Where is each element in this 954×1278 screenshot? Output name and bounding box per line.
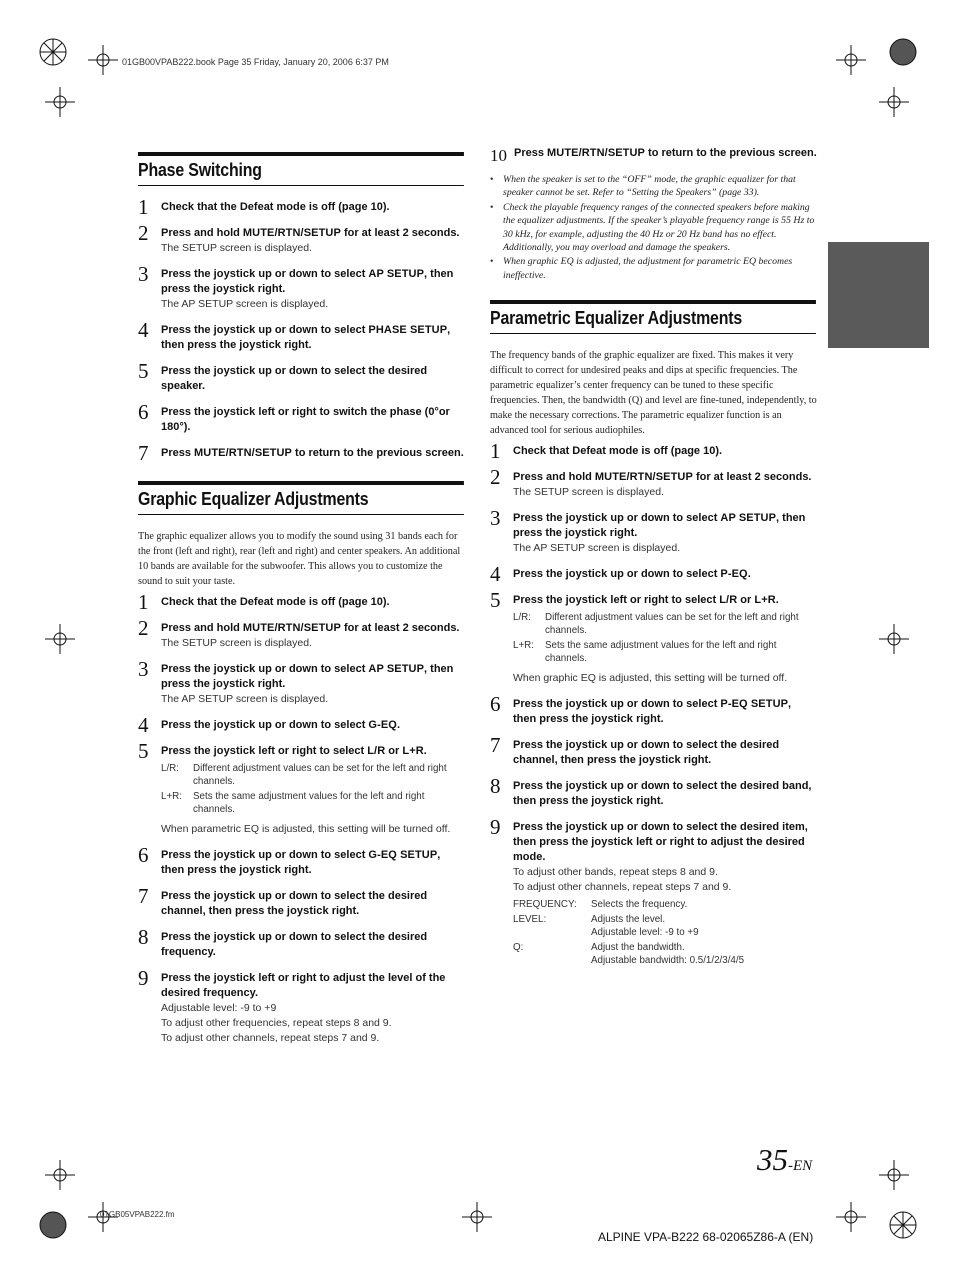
item-definitions: [513, 898, 744, 969]
step-text: Press the joystick left or right to switch the phase (0°or 180°).: [161, 406, 450, 433]
step: [490, 439, 817, 464]
step: [490, 774, 817, 809]
step-number: 5: [490, 588, 501, 613]
note-item: • When graphic EQ is adjusted, the adjustment for parametric EQ becomes ineffective.: [490, 255, 817, 282]
crosshair-mark: [879, 624, 909, 654]
step-number: 6: [138, 843, 149, 867]
step-note: When graphic EQ is adjusted, this setting will be turned off.: [513, 672, 788, 685]
step-result: The SETUP screen is displayed.: [161, 637, 312, 649]
step-result: The SETUP screen is displayed.: [513, 486, 664, 499]
definition-row: L+R: Sets the same adjustment values for the left and right channels.: [161, 791, 425, 815]
definition-row: Q: Adjust the bandwidth. Adjustable bandwidth: 0.5/1/2/3/4/5: [513, 942, 745, 967]
step: [490, 692, 817, 727]
step-text: Press the joystick up or down to select AP SETUP, then press the joystick right.: [513, 512, 806, 540]
step-number: 9: [138, 966, 149, 990]
step: [138, 616, 465, 651]
peq-steps: [490, 439, 817, 969]
step-number: 1: [138, 590, 149, 614]
step-text: Press MUTE/RTN/SETUP to return to the previous screen.: [514, 147, 817, 159]
mode-definitions: [513, 611, 817, 667]
step: [138, 262, 465, 312]
step-result: To adjust other bands, repeat steps 8 and 9.: [513, 866, 718, 879]
step-number: 10: [490, 146, 507, 165]
starburst-mark: [890, 1212, 916, 1238]
step: [490, 815, 817, 969]
step-number: 9: [490, 815, 501, 840]
step: [138, 966, 465, 1046]
left-column: [138, 152, 465, 1057]
step-result: Adjustable level: -9 to +9: [161, 1002, 277, 1014]
step: [138, 221, 465, 256]
step-text: Press the joystick up or down to select G-EQ.: [161, 719, 400, 731]
step-number: 7: [138, 884, 149, 908]
step-text: Press the joystick left or right to adjust the level of the desired frequency.: [161, 972, 446, 999]
step-number: 3: [490, 506, 501, 531]
step-number: 6: [138, 400, 149, 424]
step: [138, 359, 465, 394]
step-text: Press the joystick up or down to select the desired frequency.: [161, 931, 428, 958]
definition-row: L+R: Sets the same adjustment values for the left and right channels.: [513, 640, 777, 665]
section-title-parametric-eq: Parametric Equalizer Adjustments: [490, 300, 816, 334]
step-number: 3: [138, 657, 149, 681]
step-text: Press the joystick up or down to select AP SETUP, then press the joystick right.: [161, 663, 454, 690]
crosshair-mark: [88, 45, 118, 75]
step-number: 1: [490, 439, 501, 464]
step-text: Check that Defeat mode is off (page 10).: [513, 445, 723, 458]
step-text: Press the joystick up or down to select the desired item, then press the joystick left or right to adjust the desired mode.: [513, 821, 808, 864]
section-intro: The graphic equalizer allows you to modify the sound using 31 bands each for the front (left and right), rear (left and right) and center speakers. An additional 10 bands are available for the subwoofer. This allows you to customize the sound to suit your taste.: [138, 531, 461, 587]
step-number: 4: [138, 318, 149, 342]
crosshair-mark: [45, 87, 75, 117]
step-number: 8: [138, 925, 149, 949]
starburst-mark: [40, 1212, 66, 1238]
step-text: Press and hold MUTE/RTN/SETUP for at least 2 seconds.: [513, 471, 812, 484]
step-result: To adjust other frequencies, repeat steps 8 and 9.: [161, 1017, 392, 1029]
step: [138, 318, 465, 353]
note-item: • When the speaker is set to the “OFF” mode, the graphic equalizer for that speaker cannot be set. Refer to “Setting the Speakers” (page 33).: [490, 173, 817, 200]
notes-list: [490, 173, 817, 282]
step: [490, 562, 817, 587]
step-text: Press the joystick up or down to select the desired channel, then press the joystick right.: [513, 739, 780, 767]
crosshair-mark: [836, 45, 866, 75]
section-title-graphic-eq: Graphic Equalizer Adjustments: [138, 481, 464, 515]
step: [490, 146, 817, 165]
step-result: The AP SETUP screen is displayed.: [513, 542, 681, 555]
step-number: 2: [138, 221, 149, 245]
step: [138, 590, 465, 614]
geq-steps: [138, 590, 465, 1046]
step: [490, 506, 817, 556]
crosshair-mark: [462, 1202, 492, 1232]
step-number: 7: [138, 441, 149, 465]
section-side-tab: [828, 242, 929, 348]
section-title-phase: Phase Switching: [138, 152, 464, 186]
document-code: ALPINE VPA-B222 68-02065Z86-A (EN): [598, 1230, 814, 1244]
step-text: Press the joystick left or right to select L/R or L+R.: [513, 594, 779, 607]
step: [138, 195, 465, 219]
step-text: Press the joystick up or down to select the desired speaker.: [161, 365, 428, 392]
step-text: Press the joystick up or down to select the desired channel, then press the joystick right.: [161, 890, 428, 917]
step-result: The SETUP screen is displayed.: [161, 242, 312, 254]
print-footer-note: 01GB05VPAB222.fm: [100, 1210, 175, 1219]
step: [490, 588, 817, 686]
step-text: Press the joystick left or right to select L/R or L+R.: [161, 745, 427, 757]
right-column: [490, 146, 817, 980]
step-result: The AP SETUP screen is displayed.: [161, 298, 329, 310]
phase-steps: [138, 195, 465, 465]
step-number: 2: [490, 465, 501, 490]
step-text: Press the joystick up or down to select P-EQ SETUP, then press the joystick right.: [513, 698, 792, 726]
step-number: 1: [138, 195, 149, 219]
step: [138, 657, 465, 707]
step-number: 6: [490, 692, 501, 717]
step-number: 4: [490, 562, 501, 587]
crosshair-mark: [45, 624, 75, 654]
starburst-mark: [40, 39, 66, 65]
definition-row: LEVEL: Adjusts the level. Adjustable level: -9 to +9: [513, 914, 699, 939]
step: [138, 843, 465, 878]
definition-row: FREQUENCY: Selects the frequency.: [513, 899, 688, 911]
step-text: Press the joystick up or down to select the desired band, then press the joystick right.: [513, 780, 812, 808]
crosshair-mark: [45, 1160, 75, 1190]
step-text: Check that the Defeat mode is off (page 10).: [161, 596, 390, 608]
starburst-mark: [890, 39, 916, 65]
step-text: Check that the Defeat mode is off (page 10).: [161, 201, 390, 213]
crosshair-mark: [879, 1160, 909, 1190]
step-result: To adjust other channels, repeat steps 7 and 9.: [513, 881, 732, 894]
step-text: Press the joystick up or down to select PHASE SETUP, then press the joystick right.: [161, 324, 451, 351]
step-result: To adjust other channels, repeat steps 7 and 9.: [161, 1032, 380, 1044]
step: [138, 884, 465, 919]
crosshair-mark: [836, 1202, 866, 1232]
step-text: Press MUTE/RTN/SETUP to return to the previous screen.: [161, 447, 464, 459]
step: [138, 739, 465, 837]
definition-row: L/R: Different adjustment values can be set for the left and right channels.: [161, 763, 447, 787]
print-header-note: 01GB00VPAB222.book Page 35 Friday, January 20, 2006 6:37 PM: [122, 57, 389, 67]
step: [138, 925, 465, 960]
crosshair-mark: [879, 87, 909, 117]
step-text: Press the joystick up or down to select P-EQ.: [513, 568, 751, 581]
step-number: 2: [138, 616, 149, 640]
step-number: 4: [138, 713, 149, 737]
step-text: Press the joystick up or down to select AP SETUP, then press the joystick right.: [161, 268, 454, 295]
step-number: 7: [490, 733, 501, 758]
step: [138, 713, 465, 737]
section-intro: The frequency bands of the graphic equalizer are fixed. This makes it very difficult to correct for undesired peaks and dips at specific frequencies. The parametric equalizer’s center frequency can be tuned to these specific frequencies. Then, the bandwidth (Q) and level are fine-tuned, independently, to make the necessary corrections. The parametric equalizer function is an advanced tool for serious audiophiles.: [490, 350, 817, 437]
step-text: Press and hold MUTE/RTN/SETUP for at least 2 seconds.: [161, 227, 460, 239]
step-result: The AP SETUP screen is displayed.: [161, 693, 329, 705]
step-text: Press the joystick up or down to select G-EQ SETUP, then press the joystick right.: [161, 849, 441, 876]
step: [490, 465, 817, 500]
page-number: 35-EN: [757, 1142, 813, 1177]
definition-row: L/R: Different adjustment values can be set for the left and right channels.: [513, 612, 799, 637]
mode-definitions: [161, 762, 465, 818]
note-item: • Check the playable frequency ranges of the connected speakers before making the equalizer adjustments. If the speaker’s playable frequency range is 55 Hz to 30 kHz, for example, adjusting the 40 Hz or 20 Hz band has no effect. Additionally, you may overload and damage the speakers.: [490, 201, 817, 255]
step-number: 5: [138, 359, 149, 383]
step-number: 3: [138, 262, 149, 286]
step-text: Press and hold MUTE/RTN/SETUP for at least 2 seconds.: [161, 622, 460, 634]
step-number: 5: [138, 739, 149, 763]
step: [138, 400, 465, 435]
step: [138, 441, 465, 465]
step-number: 8: [490, 774, 501, 799]
step-note: When parametric EQ is adjusted, this setting will be turned off.: [161, 823, 451, 835]
step: [490, 733, 817, 768]
